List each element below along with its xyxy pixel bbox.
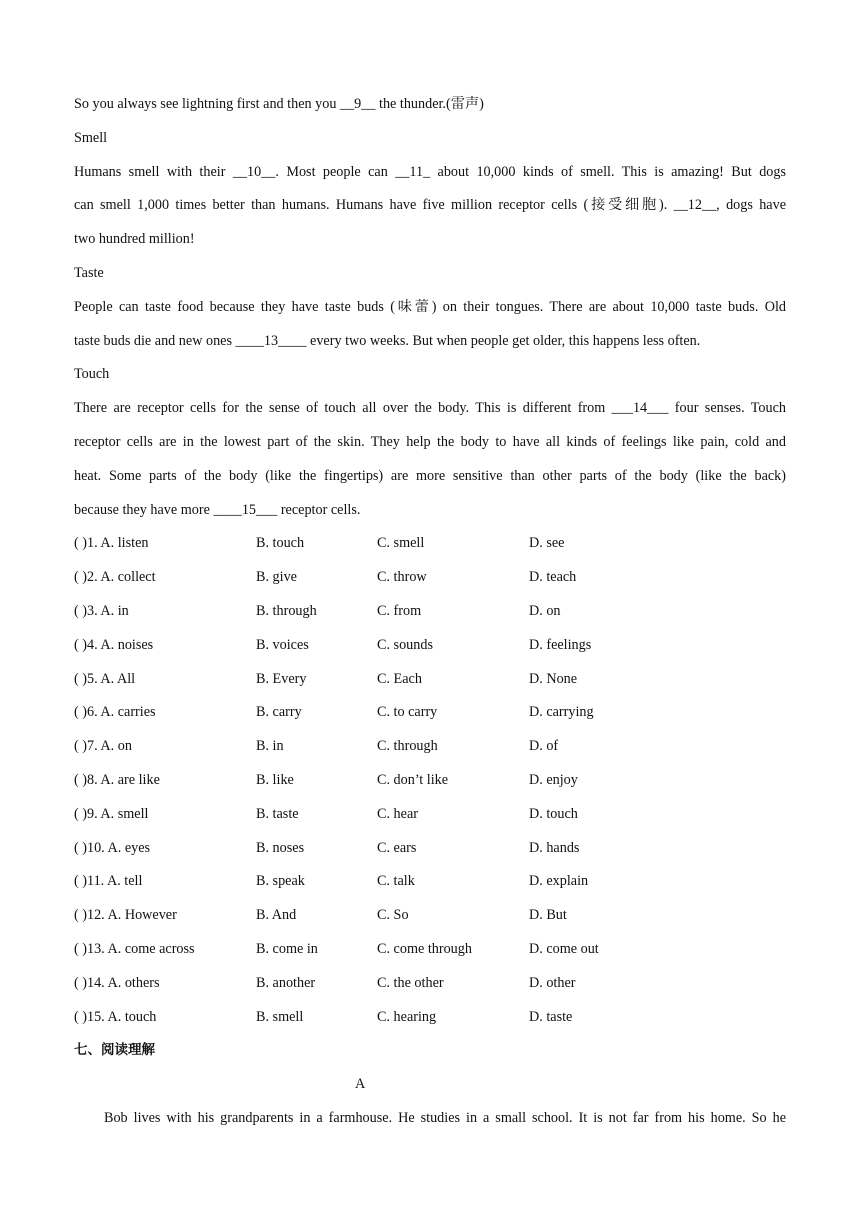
- option-c: C. smell: [377, 535, 425, 552]
- touch-line-2: receptor cells are in the lowest part of the skin. They help the body to have all kinds of feelings like pain, cold and: [74, 433, 786, 450]
- option-d: D. hands: [529, 839, 580, 856]
- option-d: D. see: [529, 535, 565, 552]
- question-stem: ( )13. A. come across: [74, 940, 195, 957]
- question-stem: ( )10. A. eyes: [74, 839, 151, 856]
- passage-first-line: Bob lives with his grandparents in a farmhouse. He studies in a small school. It is not far from his home. So he: [104, 1109, 786, 1126]
- question-row: [74, 899, 786, 933]
- touch-line-4: because they have more ____15___ receptor cells.: [74, 501, 361, 518]
- option-b: B. come in: [256, 940, 318, 957]
- question-row: [74, 527, 786, 561]
- option-d: D. feelings: [529, 636, 592, 653]
- option-b: B. smell: [256, 1008, 304, 1025]
- option-d: D. of: [529, 738, 559, 755]
- option-b: B. like: [256, 771, 294, 788]
- option-c: C. from: [377, 602, 422, 619]
- option-c: C. So: [377, 907, 409, 924]
- question-row: [74, 798, 786, 832]
- question-stem: ( )7. A. on: [74, 738, 132, 755]
- option-d: D. But: [529, 907, 567, 924]
- option-c: C. ears: [377, 839, 417, 856]
- question-row: [74, 967, 786, 1001]
- option-c: C. hear: [377, 805, 418, 822]
- option-c: C. hearing: [377, 1008, 437, 1025]
- question-row: [74, 730, 786, 764]
- question-stem: ( )2. A. collect: [74, 569, 156, 586]
- question-row: [74, 1001, 786, 1035]
- option-c: C. sounds: [377, 636, 433, 653]
- option-c: C. talk: [377, 873, 415, 890]
- question-stem: ( )9. A. smell: [74, 805, 149, 822]
- question-row: [74, 696, 786, 730]
- question-stem: ( )3. A. in: [74, 602, 129, 619]
- smell-line-3: two hundred million!: [74, 231, 195, 248]
- option-b: B. give: [256, 569, 297, 586]
- taste-heading: Taste: [74, 264, 104, 281]
- question-stem: ( )1. A. listen: [74, 535, 149, 552]
- question-row: [74, 663, 786, 697]
- smell-line-2: can smell 1,000 times better than humans. Humans have five million receptor cells (接受细胞). __12__, dogs have: [74, 197, 786, 214]
- option-d: D. enjoy: [529, 771, 578, 788]
- smell-heading: Smell: [74, 129, 108, 146]
- question-row: [74, 595, 786, 629]
- worksheet-page: [74, 88, 786, 1136]
- question-stem: ( )8. A. are like: [74, 771, 160, 788]
- option-c: C. come through: [377, 940, 472, 957]
- option-d: D. on: [529, 602, 561, 619]
- question-stem: ( )15. A. touch: [74, 1008, 157, 1025]
- question-stem: ( )5. A. All: [74, 670, 136, 687]
- option-b: B. another: [256, 974, 316, 991]
- question-row: [74, 933, 786, 967]
- question-row: [74, 865, 786, 899]
- option-d: D. other: [529, 974, 576, 991]
- option-d: D. touch: [529, 805, 578, 822]
- section-title: 七、阅读理解: [74, 1042, 155, 1059]
- taste-line-1: People can taste food because they have taste buds (味蕾) on their tongues. There are about 10,000 taste buds. Old: [74, 298, 786, 315]
- option-b: B. in: [256, 738, 284, 755]
- option-c: C. the other: [377, 974, 444, 991]
- question-stem: ( )4. A. noises: [74, 636, 154, 653]
- option-d: D. None: [529, 670, 578, 687]
- option-b: B. carry: [256, 704, 302, 721]
- option-b: B. noses: [256, 839, 305, 856]
- option-b: B. voices: [256, 636, 309, 653]
- question-row: [74, 629, 786, 663]
- touch-line-3: heat. Some parts of the body (like the fingertips) are more sensitive than other parts of the body (like the back): [74, 467, 786, 484]
- passage-label: A: [355, 1076, 366, 1093]
- option-d: D. explain: [529, 873, 589, 890]
- option-b: B. taste: [256, 805, 299, 822]
- option-b: B. through: [256, 602, 317, 619]
- question-stem: ( )14. A. others: [74, 974, 160, 991]
- option-c: C. to carry: [377, 704, 438, 721]
- question-stem: ( )11. A. tell: [74, 873, 143, 890]
- taste-line-2: taste buds die and new ones ____13____ every two weeks. But when people get older, this happens less often.: [74, 332, 701, 349]
- option-b: B. Every: [256, 670, 307, 687]
- option-d: D. come out: [529, 940, 599, 957]
- question-row: [74, 561, 786, 595]
- option-b: B. touch: [256, 535, 305, 552]
- intro-line: So you always see lightning first and then you __9__ the thunder.(雷声): [74, 96, 484, 112]
- option-c: C. throw: [377, 569, 427, 586]
- question-row: [74, 832, 786, 866]
- smell-line-1: Humans smell with their __10__. Most people can __11_ about 10,000 kinds of smell. This is amazing! But dogs: [74, 163, 786, 180]
- question-stem: ( )12. A. However: [74, 907, 177, 924]
- option-b: B. And: [256, 907, 297, 924]
- option-b: B. speak: [256, 873, 305, 890]
- touch-heading: Touch: [74, 366, 110, 383]
- option-c: C. don’t like: [377, 771, 449, 788]
- option-d: D. teach: [529, 569, 577, 586]
- option-d: D. carrying: [529, 704, 594, 721]
- question-list: [74, 527, 786, 1034]
- question-stem: ( )6. A. carries: [74, 704, 156, 721]
- question-row: [74, 764, 786, 798]
- option-c: C. through: [377, 738, 438, 755]
- option-c: C. Each: [377, 670, 422, 687]
- touch-line-1: There are receptor cells for the sense of touch all over the body. This is different from ___14___ four senses. Touch: [74, 400, 786, 417]
- option-d: D. taste: [529, 1008, 573, 1025]
